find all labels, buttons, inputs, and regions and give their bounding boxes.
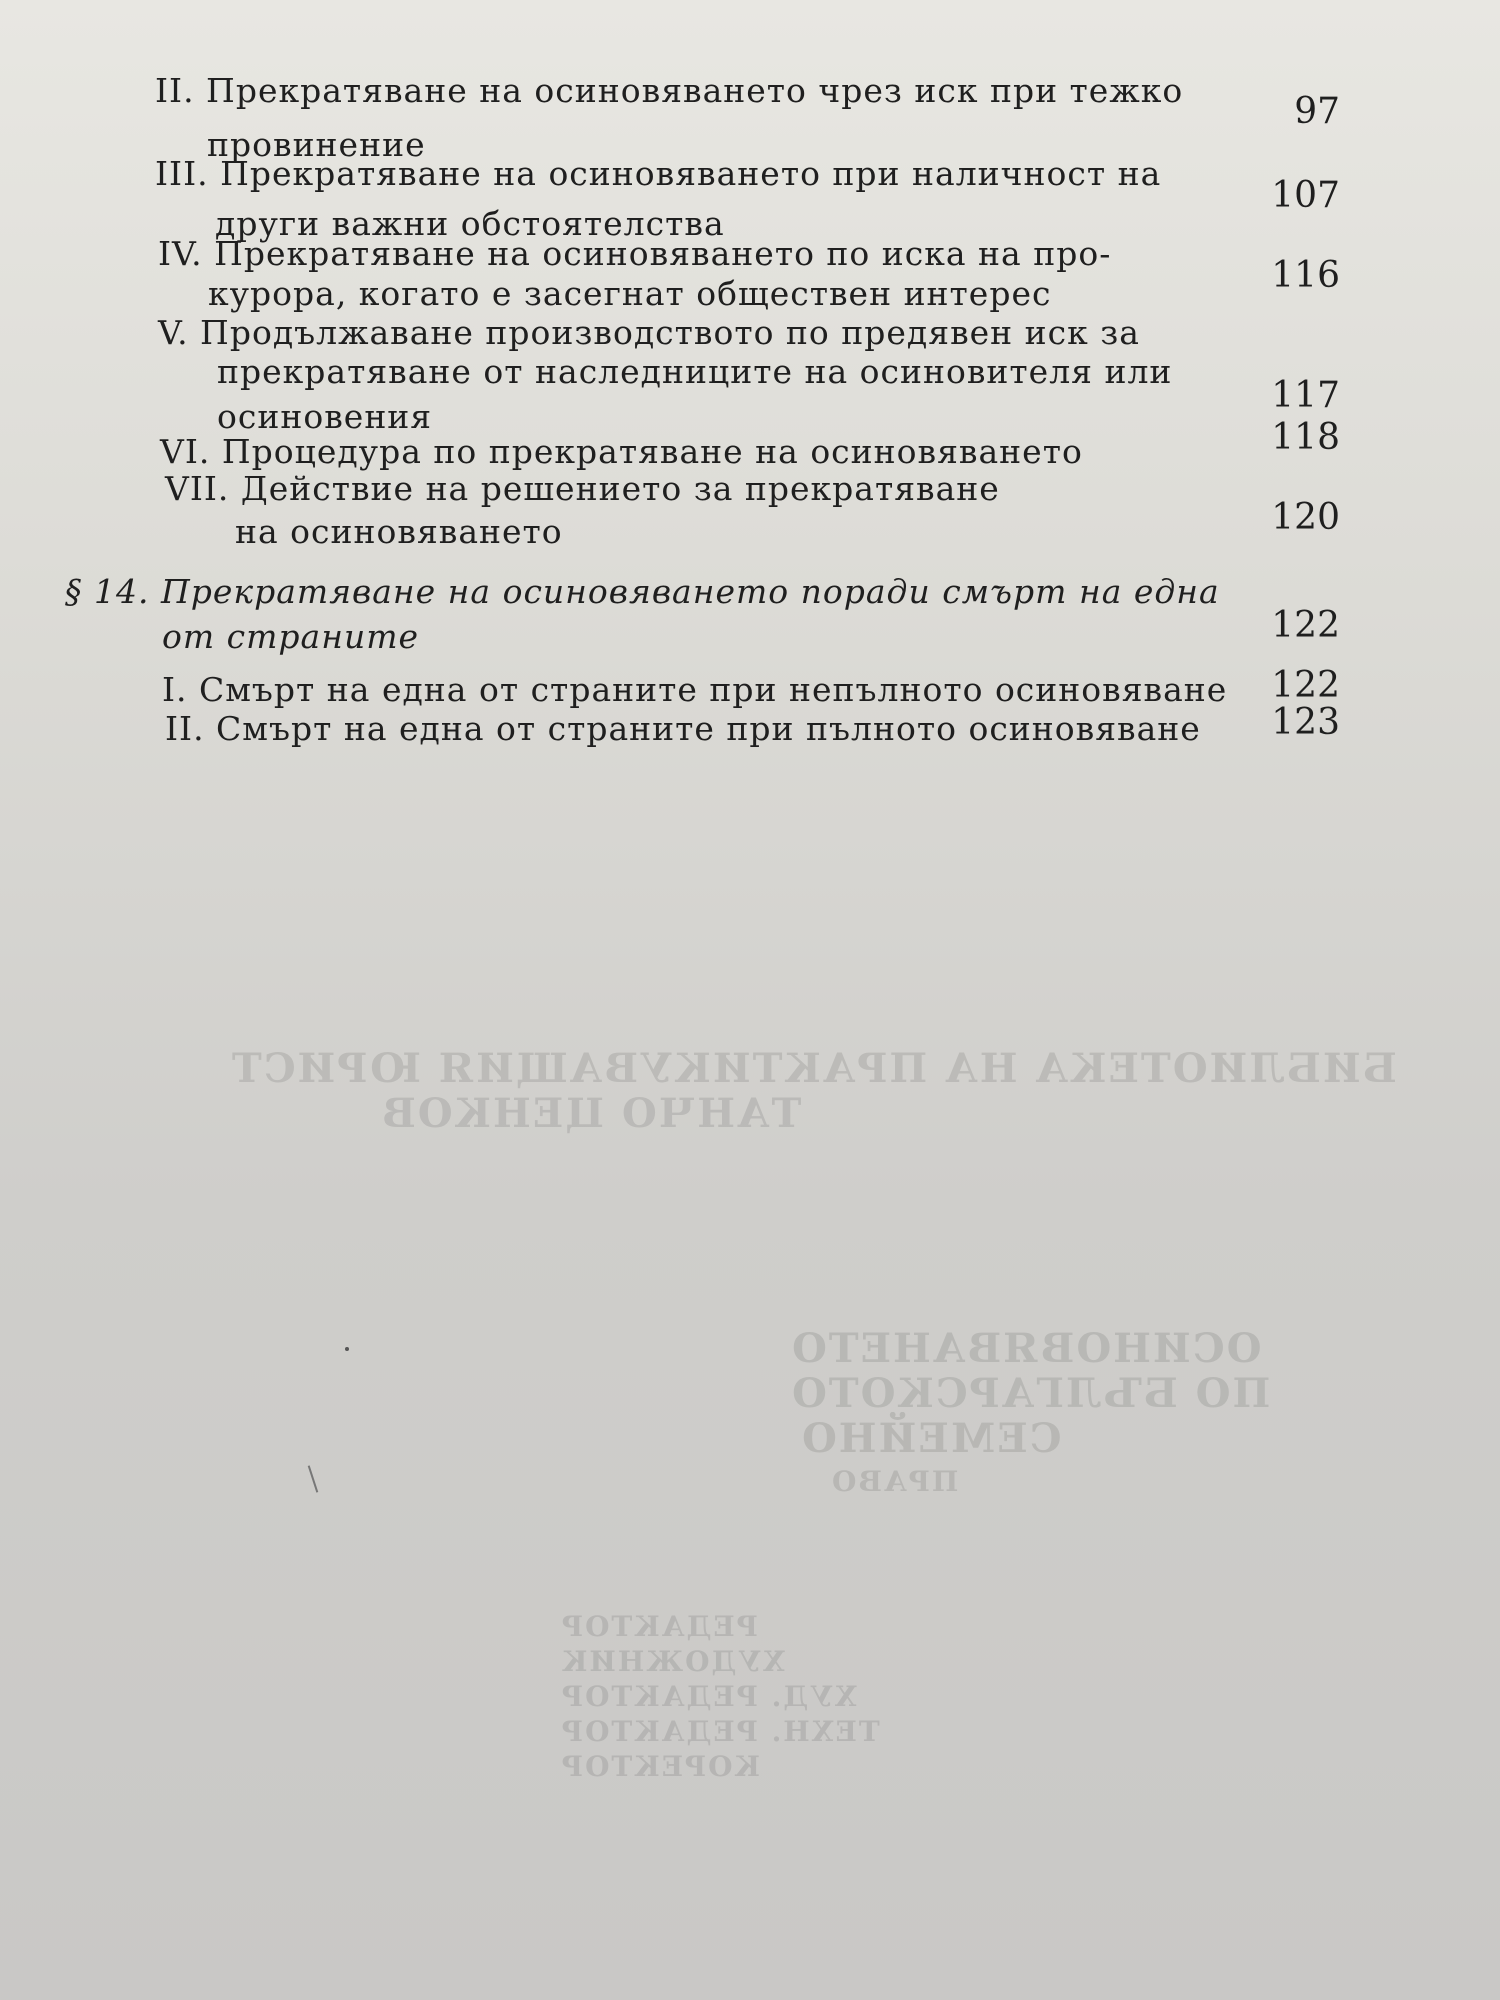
toc-page-number: 107: [1271, 175, 1340, 216]
toc-entry-text: IV. Прекратяване на осиновяването по иска на про-: [158, 234, 1112, 273]
toc-entry-text: прекратяване от наследниците на осиновителя или: [217, 352, 1173, 391]
toc-page-number: 122: [1271, 665, 1340, 706]
show-through-text: КОРЕКТОР: [560, 1750, 761, 1783]
toc-page-number: 118: [1271, 417, 1340, 458]
show-through-text: ХУДОЖНИК: [560, 1645, 785, 1678]
toc-entry-text: VI. Процедура по прекратяване на осиновяването: [160, 432, 1083, 471]
toc-entry-text: осиновения: [217, 397, 433, 436]
toc-entry-text: III. Прекратяване на осиновяването при наличност на: [155, 154, 1162, 193]
toc-page-number: 116: [1271, 255, 1340, 296]
toc-entry-text: провинение: [207, 125, 426, 164]
show-through-text: БИБЛИОТЕКА НА ПРАКТИКУВАЩИЯ ЮРИСТ: [230, 1045, 1397, 1092]
toc-page-number: 120: [1271, 497, 1340, 538]
toc-entry-text: I. Смърт на една от страните при непълното осиновяване: [162, 670, 1228, 709]
toc-page-number: 117: [1271, 375, 1340, 416]
toc-page-number: 123: [1271, 702, 1340, 743]
paper-speck: [345, 1347, 349, 1351]
show-through-text: ПО БЪЛГАРСКОТО: [790, 1370, 1271, 1417]
toc-entry-text: VII. Действие на решението за прекратяване: [165, 469, 1000, 508]
toc-entry-text: II. Прекратяване на осиновяването чрез иск при тежко: [155, 71, 1184, 110]
show-through-text: ХУД. РЕДАКТОР: [560, 1680, 857, 1713]
toc-entry-text: II. Смърт на една от страните при пълното осиновяване: [165, 709, 1201, 748]
toc-page-number: 122: [1271, 605, 1340, 646]
show-through-text: ТЕХН. РЕДАКТОР: [560, 1715, 880, 1748]
toc-section-text: § 14. Прекратяване на осиновяването поради смърт на една: [65, 572, 1220, 611]
toc-entry-text: на осиновяването: [235, 512, 563, 551]
show-through-text: ПРАВО: [830, 1465, 959, 1498]
toc-entry-text: други важни обстоятелства: [215, 204, 725, 243]
toc-page-number: 97: [1294, 91, 1340, 132]
show-through-text: РЕДАКТОР: [560, 1610, 758, 1643]
show-through-text: СЕМЕЙНО: [800, 1415, 1062, 1462]
toc-section-text: от страните: [162, 617, 420, 656]
show-through-text: ТАНЧО ЦЕНКОВ: [380, 1090, 802, 1137]
show-through-text: ОСИНОВЯВАНЕТО: [790, 1325, 1262, 1372]
toc-entry-text: курора, когато е засегнат обществен интерес: [208, 274, 1052, 313]
toc-entry-text: V. Продължаване производството по предявен иск за: [158, 313, 1140, 352]
paper-speck: [308, 1465, 319, 1492]
